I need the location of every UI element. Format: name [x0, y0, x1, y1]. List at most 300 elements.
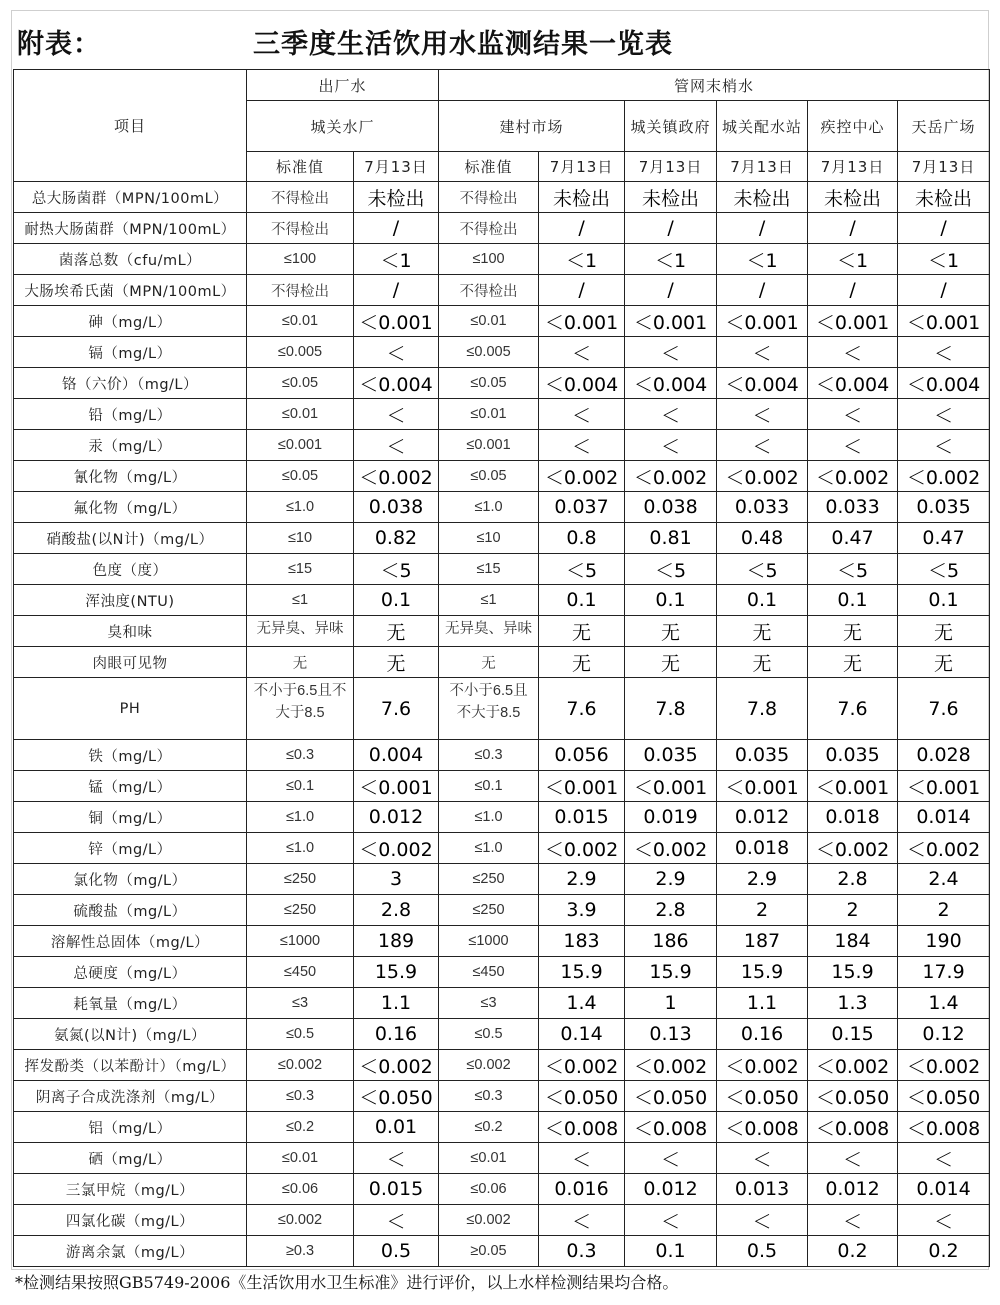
result-network: ＜0.050	[717, 1081, 808, 1112]
std-value-network: ≤0.1	[439, 771, 539, 802]
result-network: ＜0.002	[539, 461, 625, 492]
result-network: ＜	[808, 1143, 898, 1174]
item-name: 肉眼可见物	[14, 647, 247, 678]
result-network: 未检出	[625, 182, 717, 213]
result-factory: ＜0.002	[354, 461, 439, 492]
result-factory: ＜	[354, 430, 439, 461]
item-name: 臭和味	[14, 616, 247, 647]
result-factory: 0.015	[354, 1174, 439, 1205]
std-value-factory: ≤0.002	[247, 1050, 354, 1081]
result-factory: 0.82	[354, 523, 439, 554]
std-value-network: ≤0.3	[439, 740, 539, 771]
result-network: ＜	[625, 337, 717, 368]
std-value-factory: ≤0.01	[247, 306, 354, 337]
result-network: /	[898, 275, 990, 306]
table-row	[14, 895, 990, 926]
table-row	[14, 647, 990, 678]
result-network: 0.12	[898, 1019, 990, 1050]
std-value-factory: ≤0.2	[247, 1112, 354, 1143]
item-name: 浑浊度(NTU)	[14, 585, 247, 616]
result-network: 0.1	[625, 585, 717, 616]
result-network: 未检出	[717, 182, 808, 213]
title-prefix: 附表：	[17, 29, 101, 60]
item-name: 铝（mg/L）	[14, 1112, 247, 1143]
std-value-factory: ≤0.05	[247, 461, 354, 492]
result-network: 未检出	[539, 182, 625, 213]
result-network: ＜	[625, 430, 717, 461]
result-network: ＜1	[717, 244, 808, 275]
std-value-factory: ≤250	[247, 864, 354, 895]
result-network: ＜0.002	[625, 1050, 717, 1081]
item-name: 耐热大肠菌群（MPN/100mL）	[14, 213, 247, 244]
result-network: ＜0.008	[898, 1112, 990, 1143]
std-value-network: ≤1.0	[439, 802, 539, 833]
result-network: 15.9	[808, 957, 898, 988]
result-factory: 7.6	[354, 678, 439, 740]
result-factory: ＜	[354, 1143, 439, 1174]
std-value-network: ≥0.05	[439, 1236, 539, 1267]
result-network: ＜	[898, 337, 990, 368]
result-network: 0.033	[717, 492, 808, 523]
std-value-network	[439, 678, 539, 740]
item-name: 总硬度（mg/L）	[14, 957, 247, 988]
result-network: 7.8	[625, 678, 717, 740]
item-name: 镉（mg/L）	[14, 337, 247, 368]
std-label-network: 标准值	[439, 152, 539, 182]
result-network: ＜0.001	[539, 306, 625, 337]
table-row	[14, 616, 990, 647]
table-row	[14, 337, 990, 368]
result-network: ＜1	[898, 244, 990, 275]
result-network: ＜5	[625, 554, 717, 585]
result-network: 2	[808, 895, 898, 926]
table-row	[14, 523, 990, 554]
result-factory: ＜0.001	[354, 771, 439, 802]
site-market: 建村市场	[439, 101, 625, 152]
std-value-factory: ≤0.3	[247, 740, 354, 771]
result-network: /	[625, 213, 717, 244]
result-network: 0.012	[808, 1174, 898, 1205]
table-row	[14, 554, 990, 585]
std-value-network-text: 不小于6.5且不大于8.5	[449, 682, 528, 721]
result-factory: 未检出	[354, 182, 439, 213]
std-value-network: ≤0.01	[439, 306, 539, 337]
std-value-network: ≤0.3	[439, 1081, 539, 1112]
result-network: ＜0.008	[539, 1112, 625, 1143]
table-row	[14, 1236, 990, 1267]
item-name: 砷（mg/L）	[14, 306, 247, 337]
result-network: 0.1	[717, 585, 808, 616]
results-table	[13, 69, 990, 1267]
result-network: 0.012	[717, 802, 808, 833]
result-network: 1.1	[717, 988, 808, 1019]
result-network: 0.028	[898, 740, 990, 771]
result-network: 0.014	[898, 802, 990, 833]
item-name: PH	[14, 678, 247, 740]
header-group-factory: 出厂水	[247, 70, 439, 101]
std-value-network: 无	[439, 647, 539, 678]
result-network: 190	[898, 926, 990, 957]
result-network: ＜	[808, 399, 898, 430]
std-value-factory: ≤100	[247, 244, 354, 275]
item-name: 大肠埃希氏菌（MPN/100mL）	[14, 275, 247, 306]
result-network: ＜5	[539, 554, 625, 585]
std-value-factory: 不得检出	[247, 213, 354, 244]
result-network: ＜	[539, 1205, 625, 1236]
result-factory: 0.038	[354, 492, 439, 523]
result-network: 187	[717, 926, 808, 957]
result-network: ＜0.050	[539, 1081, 625, 1112]
result-network: ＜0.004	[898, 368, 990, 399]
std-value-factory: ≤450	[247, 957, 354, 988]
result-network: 0.48	[717, 523, 808, 554]
result-network: ＜0.008	[808, 1112, 898, 1143]
std-value-factory: ≤0.06	[247, 1174, 354, 1205]
result-network: 1.3	[808, 988, 898, 1019]
result-network: 0.013	[717, 1174, 808, 1205]
result-network: 0.033	[808, 492, 898, 523]
table-row	[14, 182, 990, 213]
item-name: 三氯甲烷（mg/L）	[14, 1174, 247, 1205]
result-factory: ＜	[354, 399, 439, 430]
result-network: 无	[717, 647, 808, 678]
std-value-network: ≤1000	[439, 926, 539, 957]
item-name: 总大肠菌群（MPN/100mL）	[14, 182, 247, 213]
table-row	[14, 430, 990, 461]
result-network: ＜	[898, 1143, 990, 1174]
result-factory: 0.5	[354, 1236, 439, 1267]
title-row	[13, 14, 989, 66]
std-value-factory: ≤0.01	[247, 1143, 354, 1174]
item-name: 氨氮(以N计)（mg/L）	[14, 1019, 247, 1050]
result-network: ＜	[625, 1143, 717, 1174]
result-network: 7.6	[808, 678, 898, 740]
result-network: 1.4	[539, 988, 625, 1019]
result-factory: ＜1	[354, 244, 439, 275]
result-network: 无	[898, 616, 990, 647]
date-label: 7月13日	[539, 152, 625, 182]
result-network: ＜1	[539, 244, 625, 275]
result-network: ＜0.001	[625, 771, 717, 802]
item-name: 游离余氯（mg/L）	[14, 1236, 247, 1267]
result-network: ＜	[717, 1205, 808, 1236]
item-name: 氟化物（mg/L）	[14, 492, 247, 523]
item-name: 锰（mg/L）	[14, 771, 247, 802]
result-network: ＜0.002	[539, 833, 625, 864]
result-network: ＜0.002	[898, 461, 990, 492]
item-name: 四氯化碳（mg/L）	[14, 1205, 247, 1236]
table-row	[14, 1143, 990, 1174]
std-value-factory: 不得检出	[247, 182, 354, 213]
result-factory: 1.1	[354, 988, 439, 1019]
result-factory: ＜0.002	[354, 1050, 439, 1081]
result-network: ＜	[539, 399, 625, 430]
result-factory: 189	[354, 926, 439, 957]
std-value-network: ≤0.05	[439, 461, 539, 492]
result-network: 2	[898, 895, 990, 926]
table-row	[14, 1112, 990, 1143]
result-network: 2.4	[898, 864, 990, 895]
site-cdc: 疾控中心	[808, 101, 898, 152]
result-network: 0.015	[539, 802, 625, 833]
result-network: 0.47	[898, 523, 990, 554]
result-network: 0.5	[717, 1236, 808, 1267]
result-network: 15.9	[539, 957, 625, 988]
result-network: ＜0.050	[808, 1081, 898, 1112]
table-row	[14, 1174, 990, 1205]
result-network: ＜0.001	[539, 771, 625, 802]
result-network: ＜0.001	[808, 771, 898, 802]
result-network: ＜0.004	[539, 368, 625, 399]
result-factory: 0.1	[354, 585, 439, 616]
result-network: 0.8	[539, 523, 625, 554]
item-name: 硒（mg/L）	[14, 1143, 247, 1174]
std-value-factory: ≤3	[247, 988, 354, 1019]
result-network: 1	[625, 988, 717, 1019]
result-factory: 0.012	[354, 802, 439, 833]
std-value-network: ≤1.0	[439, 492, 539, 523]
item-name: 铁（mg/L）	[14, 740, 247, 771]
result-network: 0.035	[808, 740, 898, 771]
table-row	[14, 461, 990, 492]
result-network: ＜	[539, 430, 625, 461]
item-name: 溶解性总固体（mg/L）	[14, 926, 247, 957]
result-network: ＜0.004	[625, 368, 717, 399]
result-network: 0.056	[539, 740, 625, 771]
table-row	[14, 399, 990, 430]
std-value-factory: ≤15	[247, 554, 354, 585]
result-network: ＜0.001	[717, 306, 808, 337]
result-network: 2.9	[717, 864, 808, 895]
result-network: 2.9	[625, 864, 717, 895]
result-factory: /	[354, 275, 439, 306]
result-network: 0.035	[717, 740, 808, 771]
result-network: ＜0.008	[625, 1112, 717, 1143]
result-network: 无	[808, 647, 898, 678]
std-value-network: ≤0.002	[439, 1050, 539, 1081]
std-value-factory: ≤1.0	[247, 492, 354, 523]
result-network: 2	[717, 895, 808, 926]
result-network: /	[539, 213, 625, 244]
item-name: 硝酸盐(以N计)（mg/L）	[14, 523, 247, 554]
result-network: ＜0.002	[808, 1050, 898, 1081]
std-value-network: ≤0.06	[439, 1174, 539, 1205]
header-group-network: 管网末梢水	[439, 70, 990, 101]
result-network: 0.1	[625, 1236, 717, 1267]
result-network: ＜0.004	[717, 368, 808, 399]
site-factory: 城关水厂	[247, 101, 439, 152]
date-label: 7月13日	[625, 152, 717, 182]
result-network: 0.014	[898, 1174, 990, 1205]
std-value-network: ≤0.002	[439, 1205, 539, 1236]
result-network: ＜	[898, 399, 990, 430]
table-row	[14, 213, 990, 244]
std-value-network: ≤0.01	[439, 399, 539, 430]
result-network: ＜0.002	[808, 461, 898, 492]
result-network: ＜	[717, 399, 808, 430]
std-value-network: ≤1.0	[439, 833, 539, 864]
result-factory: ＜5	[354, 554, 439, 585]
std-value-factory: ≤1.0	[247, 833, 354, 864]
result-network: 0.1	[808, 585, 898, 616]
result-network: 0.15	[808, 1019, 898, 1050]
result-network: 2.8	[625, 895, 717, 926]
std-value-network: ≤0.5	[439, 1019, 539, 1050]
result-factory: 15.9	[354, 957, 439, 988]
table-row	[14, 275, 990, 306]
table-row	[14, 926, 990, 957]
std-value-factory: ≤1000	[247, 926, 354, 957]
table-row	[14, 585, 990, 616]
item-name: 铅（mg/L）	[14, 399, 247, 430]
result-network: 无	[625, 647, 717, 678]
result-factory: 3	[354, 864, 439, 895]
result-network: ＜1	[808, 244, 898, 275]
std-value-network: ≤0.005	[439, 337, 539, 368]
result-network: ＜0.002	[625, 833, 717, 864]
table-row	[14, 802, 990, 833]
result-network: ＜	[898, 1205, 990, 1236]
std-value-factory-text: 不小于6.5且不大于8.5	[253, 682, 347, 721]
std-value-factory: ≤1	[247, 585, 354, 616]
result-network: 0.81	[625, 523, 717, 554]
result-network: 无	[539, 616, 625, 647]
std-value-network-text: 无异臭、异味	[445, 621, 533, 637]
result-factory: 0.16	[354, 1019, 439, 1050]
result-network: ＜0.002	[539, 1050, 625, 1081]
result-network: /	[625, 275, 717, 306]
item-name: 锌（mg/L）	[14, 833, 247, 864]
std-value-network: ≤10	[439, 523, 539, 554]
result-factory: /	[354, 213, 439, 244]
result-factory: 无	[354, 616, 439, 647]
result-network: 0.13	[625, 1019, 717, 1050]
result-network: ＜0.002	[717, 1050, 808, 1081]
result-network: 1.4	[898, 988, 990, 1019]
result-network: ＜0.002	[898, 1050, 990, 1081]
std-value-network: ≤1	[439, 585, 539, 616]
result-network: ＜0.002	[898, 833, 990, 864]
result-factory: ＜0.002	[354, 833, 439, 864]
result-network: ＜0.001	[808, 306, 898, 337]
result-network: ＜	[717, 1143, 808, 1174]
result-network: ＜	[539, 337, 625, 368]
result-network: ＜	[808, 430, 898, 461]
result-network: 17.9	[898, 957, 990, 988]
result-network: 0.14	[539, 1019, 625, 1050]
table-row	[14, 244, 990, 275]
result-network: 7.6	[898, 678, 990, 740]
result-network: 15.9	[625, 957, 717, 988]
item-name: 阴离子合成洗涤剂（mg/L）	[14, 1081, 247, 1112]
result-network: 0.035	[898, 492, 990, 523]
date-label: 7月13日	[354, 152, 439, 182]
result-network: 7.6	[539, 678, 625, 740]
page-title: 三季度生活饮用水监测结果一览表	[253, 29, 673, 60]
result-network: ＜5	[717, 554, 808, 585]
result-network: 3.9	[539, 895, 625, 926]
result-network: ＜0.008	[717, 1112, 808, 1143]
result-network: 无	[808, 616, 898, 647]
result-factory: 无	[354, 647, 439, 678]
result-network: 无	[539, 647, 625, 678]
table-row	[14, 740, 990, 771]
std-value-factory: ≤1.0	[247, 802, 354, 833]
result-factory: ＜	[354, 337, 439, 368]
table-row	[14, 833, 990, 864]
result-network: 0.019	[625, 802, 717, 833]
item-name: 铜（mg/L）	[14, 802, 247, 833]
std-value-network: ≤250	[439, 895, 539, 926]
result-network: ＜5	[808, 554, 898, 585]
result-network: 0.16	[717, 1019, 808, 1050]
footnote: *检测结果按照GB5749-2006《生活饮用水卫生标准》进行评价，以上水样检测结果均合格。	[15, 1273, 679, 1292]
result-factory: 0.01	[354, 1112, 439, 1143]
std-value-network: ≤0.2	[439, 1112, 539, 1143]
item-name: 菌落总数（cfu/mL）	[14, 244, 247, 275]
result-factory: 0.004	[354, 740, 439, 771]
std-value-factory	[247, 678, 354, 740]
result-network: 7.8	[717, 678, 808, 740]
std-value-factory: ≤10	[247, 523, 354, 554]
result-network: 0.018	[717, 833, 808, 864]
result-network: ＜	[717, 337, 808, 368]
result-network: 0.035	[625, 740, 717, 771]
result-network: /	[808, 275, 898, 306]
result-network: 0.3	[539, 1236, 625, 1267]
result-network: ＜	[625, 1205, 717, 1236]
result-network: 15.9	[717, 957, 808, 988]
result-network: 无	[625, 616, 717, 647]
table-row	[14, 678, 990, 740]
table-row	[14, 864, 990, 895]
std-value-factory: ≤0.3	[247, 1081, 354, 1112]
result-network: ＜0.050	[898, 1081, 990, 1112]
table-row	[14, 1205, 990, 1236]
site-station: 城关配水站	[717, 101, 808, 152]
result-factory: ＜0.050	[354, 1081, 439, 1112]
header-item: 项目	[14, 70, 247, 182]
result-factory: 2.8	[354, 895, 439, 926]
result-network: ＜0.002	[625, 461, 717, 492]
std-value-network: ≤0.05	[439, 368, 539, 399]
result-network: ＜	[717, 430, 808, 461]
result-factory: ＜0.004	[354, 368, 439, 399]
std-value-factory-text: 无异臭、异味	[256, 621, 344, 637]
std-value-network: ≤3	[439, 988, 539, 1019]
std-value-network: ≤0.001	[439, 430, 539, 461]
std-value-factory: ≤250	[247, 895, 354, 926]
item-name: 汞（mg/L）	[14, 430, 247, 461]
item-name: 氯化物（mg/L）	[14, 864, 247, 895]
result-network: 0.47	[808, 523, 898, 554]
std-value-factory: ≥0.3	[247, 1236, 354, 1267]
std-value-factory	[247, 616, 354, 647]
result-network: ＜0.001	[898, 771, 990, 802]
table-row	[14, 368, 990, 399]
result-network: ＜0.002	[717, 461, 808, 492]
result-network: /	[898, 213, 990, 244]
site-square: 天岳广场	[898, 101, 990, 152]
item-name: 挥发酚类（以苯酚计）（mg/L）	[14, 1050, 247, 1081]
table-row	[14, 771, 990, 802]
result-network: 无	[898, 647, 990, 678]
item-name: 硫酸盐（mg/L）	[14, 895, 247, 926]
result-network: ＜	[808, 337, 898, 368]
result-network: 0.037	[539, 492, 625, 523]
result-network: 0.2	[898, 1236, 990, 1267]
table-row	[14, 957, 990, 988]
